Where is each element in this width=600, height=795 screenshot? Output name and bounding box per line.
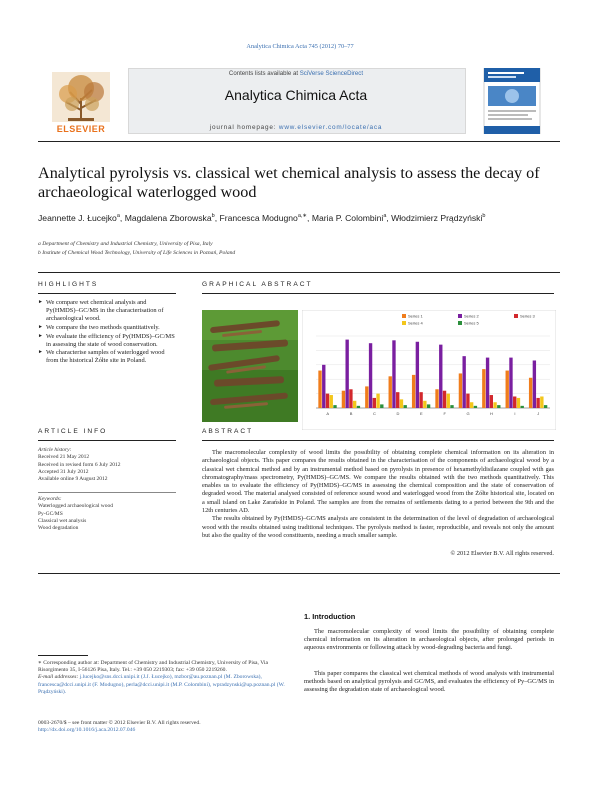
chart-category-label: B [349,411,353,416]
chart-bar [380,404,383,408]
abstract-paragraph: The results obtained by Py(HMDS)–GC/MS analysis are consistent in the determination of the level of degradation of archaeological wood with the results obtained using traditional techniques. The pyrolysis method is faster, reproducible, and reveals not only the amount but also the quality of the wood constituents, needing a much smaller sample. [202,515,554,539]
homepage-link[interactable]: www.elsevier.com/locate/aca [278,124,383,131]
chart-category-label: J [537,411,540,416]
history-revised: Received in revised form 6 July 2012 [38,461,121,468]
chart-bar [470,402,473,408]
author-name[interactable]: Jeannette J. Łucejko [38,212,117,223]
journal-homepage: journal homepage: www.elsevier.com/locate/aca [209,124,383,131]
highlight-item: ► We compare the two methods quantitatively. [38,323,160,331]
chart-bar [506,371,509,408]
introduction-heading: 1. Introduction [304,612,356,621]
email-addresses: E-mail addresses: j.lucejko@sns.dcci.unipi.it (J.J. Łucejko), mzbor@au.poznan.pl (M. Zborowska), francesca@dcci.unipi.it (F. Modugno), perla@dcci.unipi.it (M.P. Colombini), wpradzynski@up.poznan.pl (W. Prądzyński). [38,674,285,695]
chart-bar [400,399,403,408]
abstract-heading: ABSTRACT [202,428,254,435]
publisher-wordmark: ELSEVIER [56,124,106,134]
chart-bar [536,398,539,408]
sciencedirect-link[interactable]: SciVerse ScienceDirect [299,70,364,77]
highlights-rule [38,293,176,294]
chart-bar [509,358,512,408]
highlight-item: ► We evaluate the efficiency of Py(HMDS)–GC/MS in assessing the state of wood conservation. [38,332,175,348]
introduction-paragraph: The macromolecular complexity of wood limits the possibility of obtaining complete chemical information on its alteration in archaeological objects, after prolonged periods in aqueous environments or following attack by wood-degrading bacteria and fungi. [304,628,554,652]
keyword[interactable]: Wood degradation [38,525,79,532]
affiliations [38,240,560,258]
author-name[interactable]: Francesca Modugno [219,212,298,223]
abstract-bottom-rule [38,573,560,574]
article-info-rule [38,440,176,441]
history-label: Article history: [38,447,72,453]
history-accepted: Accepted 31 July 2012 [38,468,89,475]
chart-legend-label: Series 5 [464,320,479,326]
copyright: © 2012 Elsevier B.V. All rights reserved. [450,550,554,557]
journal-cover-image [470,68,554,134]
chart-bar [349,389,352,408]
chart-bar [544,405,547,408]
chart-category-label: D [396,411,400,416]
footnote-rule [38,655,88,656]
article-history [38,447,188,483]
article-title: Analytical pyrolysis vs. classical wet chemical analysis to assess the decay of archaeological waterlogged wood [38,164,540,201]
chart-bar [404,405,407,408]
chart-legend-swatch [458,314,462,318]
chart-bar [493,402,496,408]
keyword[interactable]: Py-GC/MS [38,510,63,517]
keyword[interactable]: Classical wet analysis [38,517,87,524]
chart-bar [521,406,524,408]
chart-bar [482,369,485,408]
doi-link[interactable]: http://dx.doi.org/10.1016/j.aca.2012.07.046 [38,727,136,734]
graphical-abstract-heading: GRAPHICAL ABSTRACT [202,281,313,288]
chart-bar [322,365,325,408]
email-links[interactable]: j.lucejko@sns.dcci.unipi.it (J.J. Łucejko), mzbor@au.poznan.pl (M. Zborowska), francesca@dcci.unipi.it (F. Modugno), perla@dcci.unipi.it (M.P. Colombini), wpradzynski@up.poznan.pl (W. Prądzyński). [38,674,285,695]
chart-bar [389,376,392,408]
chart-bar [443,391,446,408]
keywords-label: Keywords: [38,496,62,502]
affiliation-a: a Department of Chemistry and Industrial Chemistry, University of Pisa, Italy [38,241,213,247]
chart-bar [373,398,376,408]
wood-samples-photo [202,310,298,422]
abstract-text [202,449,554,540]
footnotes [38,660,288,696]
highlight-item: ► We characterise samples of waterlogged wood from the historical Żółte site in Poland. [38,349,165,365]
chart-category-label: G [466,411,470,416]
title-rule [38,272,560,273]
chart-bar [517,398,520,408]
chart-legend-swatch [458,321,462,325]
chart-bar [533,360,536,408]
header-rule [38,141,560,142]
history-online: Available online 9 August 2012 [38,476,108,483]
chart-bar [513,396,516,408]
chart-bar [529,378,532,408]
issn-line: 0003-2670/$ – see front matter © 2012 Elsevier B.V. All rights reserved. [38,720,201,726]
journal-title: Analytica Chimica Acta [224,87,368,103]
author-list: Jeannette J. Łucejko$^a$, Magdalena Zborowska$^b$, Francesca Modugno$^{a,∗}$, Maria P. Colombini$^a$, Włodzimierz Prądzyński$^b$ [38,212,486,223]
chart-bar [423,401,426,408]
chart-legend-label: Series 4 [408,320,423,326]
author-name[interactable]: Włodzimierz Prądzyński [391,212,483,223]
chart-legend-label: Series 2 [464,313,479,319]
chart-category-label: C [373,411,376,416]
chart-bar [462,356,465,408]
chart-bar [365,386,368,408]
chart-bar [466,394,469,408]
chart-bar [419,392,422,408]
chart-bar [345,340,348,408]
issn-doi [38,720,298,735]
chart-bar [342,391,345,408]
graphical-abstract-rule [202,293,554,294]
chart-legend-swatch [402,314,406,318]
chart-category-label: E [419,411,423,416]
highlights-heading: HIGHLIGHTS [38,281,99,288]
history-received: Received 21 May 2012 [38,454,90,461]
chart-bar [497,405,500,408]
chart-bar [435,389,438,408]
author-name[interactable]: Magdalena Zborowska [124,212,212,223]
highlights-list [38,299,176,366]
chart-legend-label: Series 3 [520,313,535,319]
article-info-heading: ARTICLE INFO [38,428,108,435]
chart-bar [392,340,395,408]
keywords [38,496,188,532]
chart-category-label: F [443,411,446,416]
chart-bar [396,392,399,408]
chart-bar [427,404,430,408]
chart-category-label: I [514,411,516,416]
highlight-item: ► We compare wet chemical analysis and Py(HMDS)–GC/MS in the characterisation of archaeological wood. [38,299,164,322]
abstract-rule [202,440,554,441]
graphical-abstract-chart [302,310,556,430]
chart-legend-swatch [402,321,406,325]
chart-bar [540,396,543,408]
affiliation-b: b Institute of Chemical Wood Technology, University of Life Sciences in Poznań, Poland [38,250,236,256]
chart-bar [330,395,333,408]
chart-bar [412,375,415,408]
chart-bar [326,394,329,408]
corresponding-author: ∗ Corresponding author at: Department of Chemistry and Industrial Chemistry, University of Pisa, Via Risorgimento 35, I-56126 Pisa, Italy. Tel.: +39 050 2219303; fax: +39 050 2219260. [38,660,268,674]
chart-bar [447,394,450,408]
journal-reference[interactable]: Analytica Chimica Acta 745 (2012) 70–77 [246,43,354,50]
chart-bar [318,371,321,408]
chart-legend-swatch [514,314,518,318]
chart-bar [474,406,477,408]
chart-legend-label: Series 1 [408,313,423,319]
chart-category-label: H [490,411,493,416]
chart-bar [353,401,356,408]
chart-bar [439,345,442,408]
keyword[interactable]: Waterlogged archaeological wood [38,503,113,510]
chart-bar [369,343,372,408]
chart-bar [416,342,419,408]
chart-bar [376,394,379,408]
author-name[interactable]: Maria P. Colombini [311,212,384,223]
chart-category-label: A [326,411,330,416]
chart-bar [486,358,489,408]
chart-bar [459,373,462,408]
introduction-paragraph: This paper compares the classical wet chemical methods of wood analysis with instrumental methods based on analytical pyrolysis and GC/MS, and evaluates the efficiency of Py–GC/MS in assessing the degradation state of archaeological wood. [304,670,554,694]
chart-bar [450,405,453,408]
chart-bar [357,406,360,408]
abstract-paragraph: The macromolecular complexity of wood limits the possibility of obtaining complete chemical information on its alteration in archaeological objects. This paper compares the results obtained in the characterisation of the components of archaeological wood by a classical wet chemical method and by an instrumental method based on pyrolysis in presence of hexamethyldisilazane coupled with gas chromatography/mass spectrometry, Py(HMDS)–GC/MS. We compare the results obtained with the two methods quantitatively. This enables us to evaluate the efficiency of Py(HMDS)–GC/MS in assessing the chemical composition and the state of conservation of degraded wood. The material analysed consisted of reference sound wood and waterlogged wood from the Żółte historical site, located on a small island on Lake Zarańskie in Poland. The samples are from the remains of settlements dating to a period between the 9th and the 12th centuries AD. [202,449,554,515]
contents-line: Contents lists available at SciVerse ScienceDirect [228,70,364,77]
chart-bar [490,395,493,408]
keywords-rule [38,492,176,493]
chart-bar [333,405,336,408]
